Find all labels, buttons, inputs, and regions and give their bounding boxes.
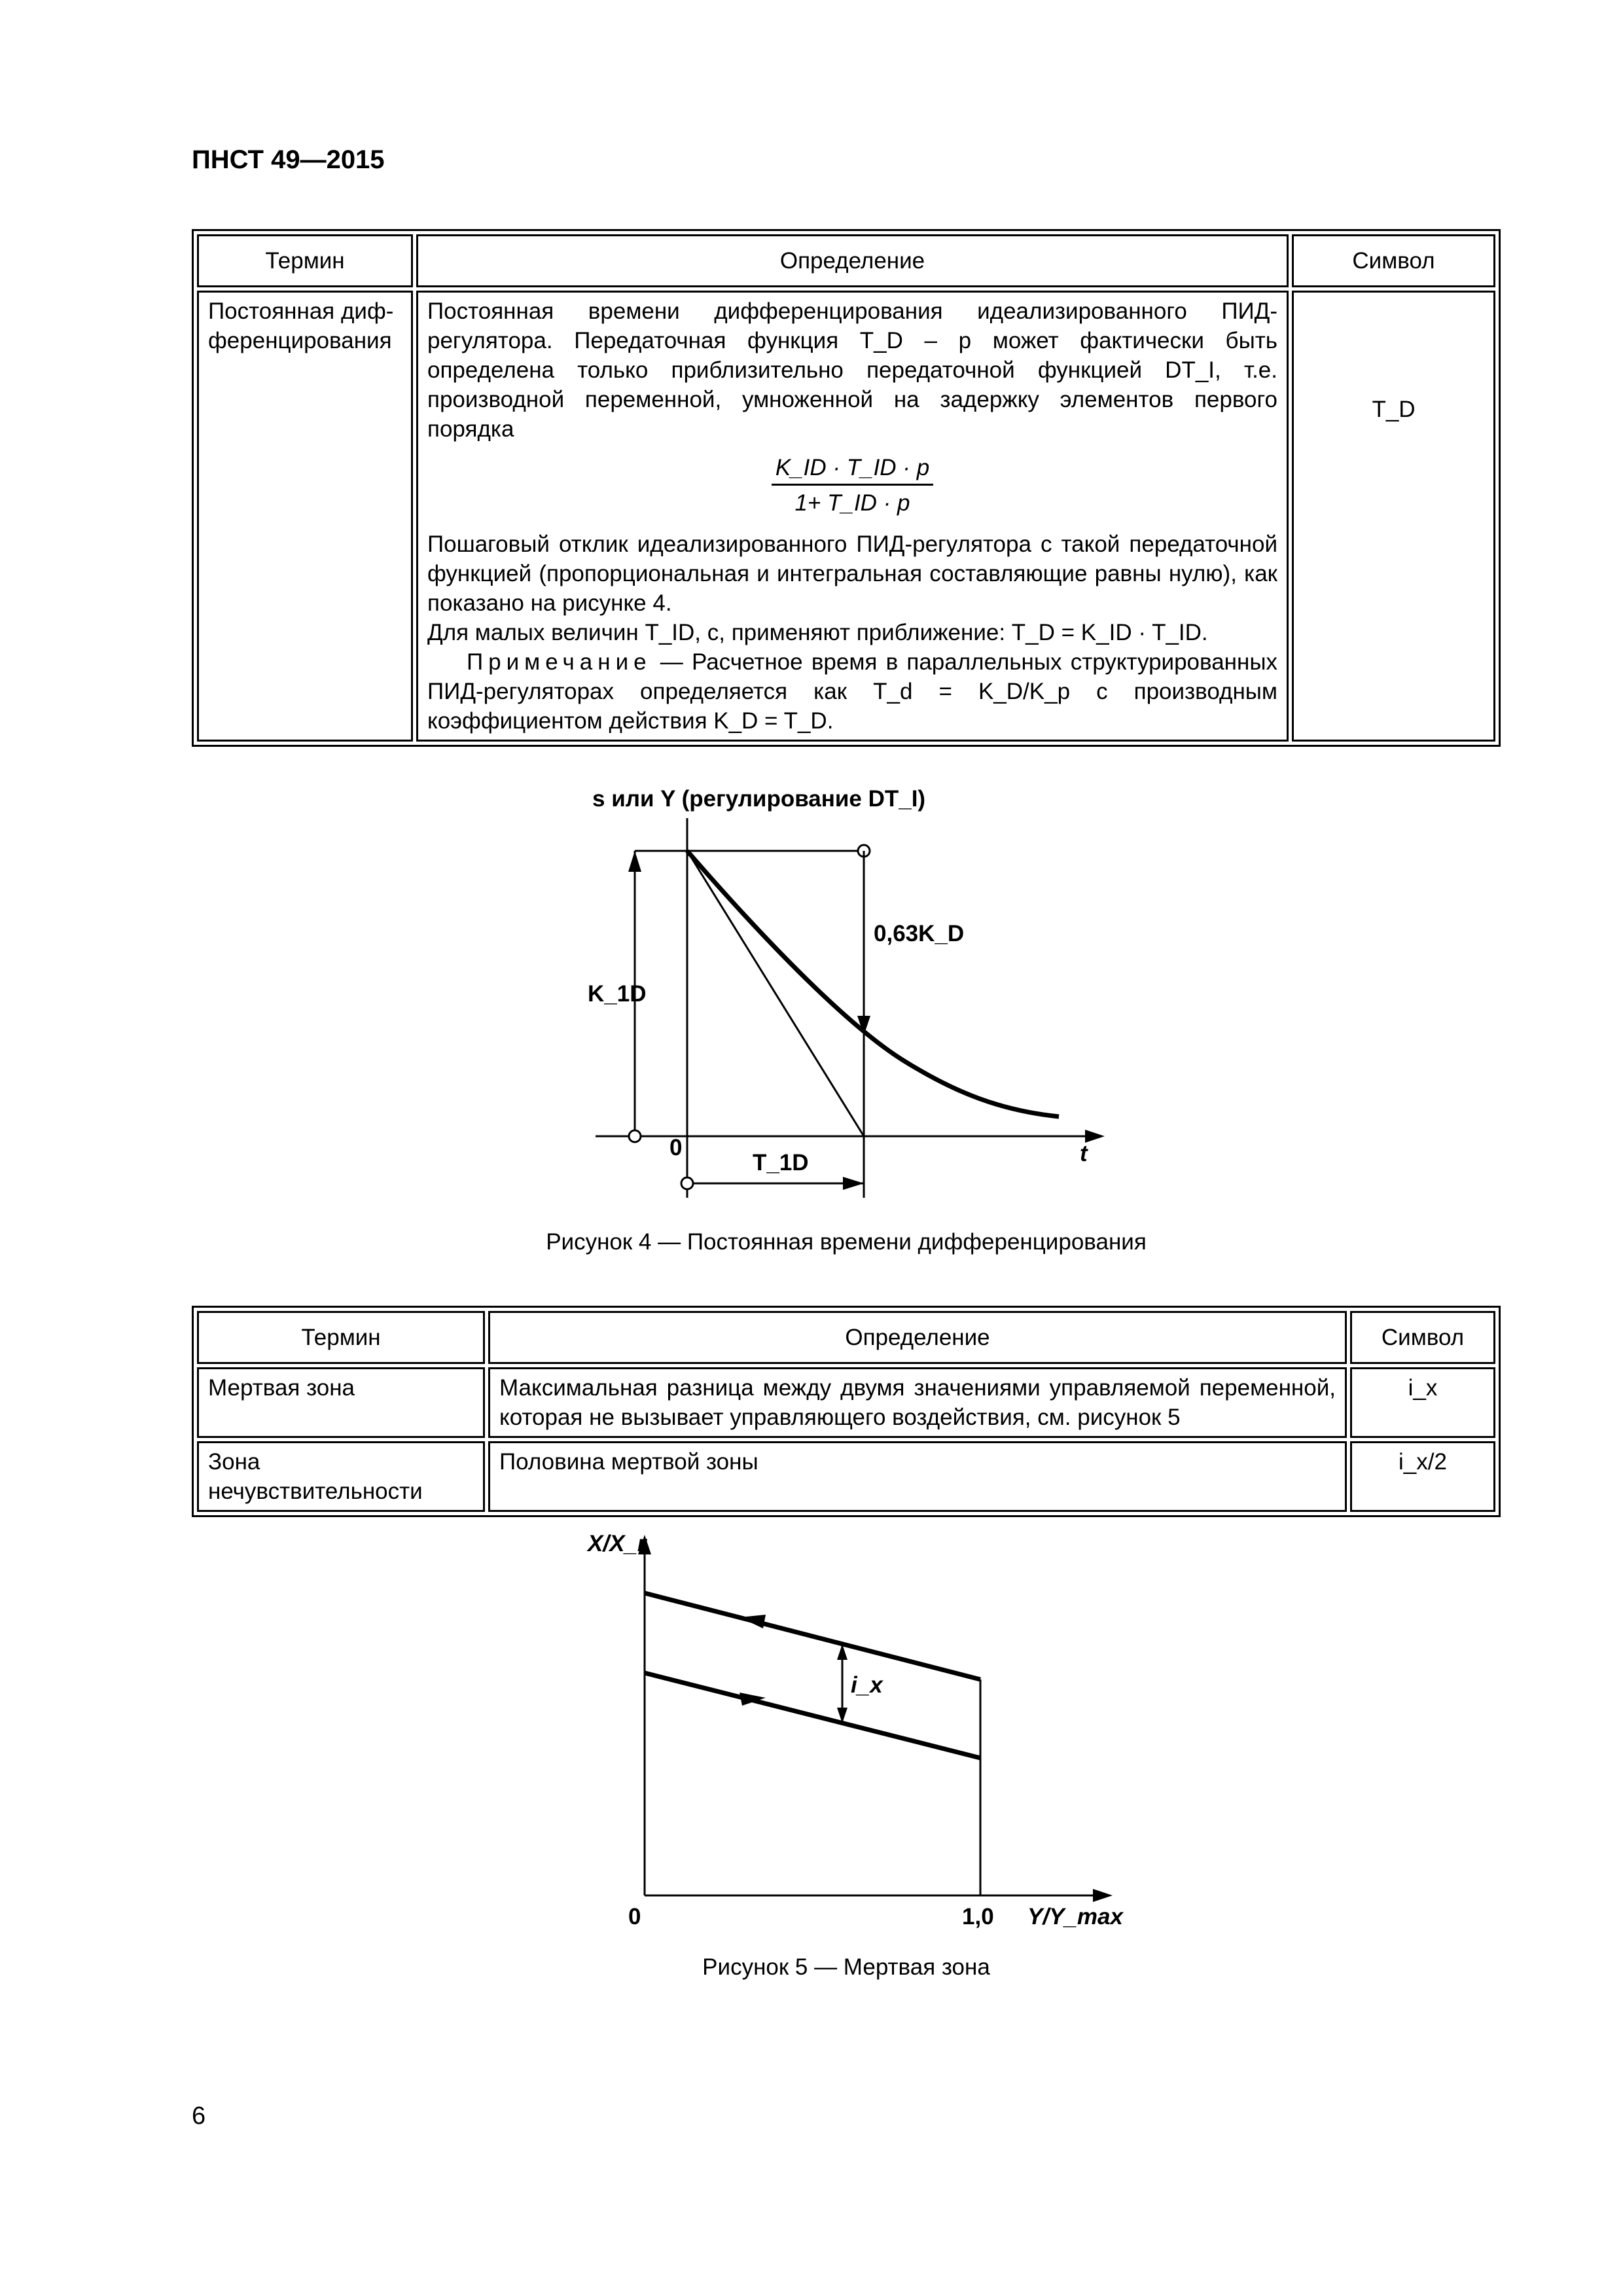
term-cell: Зона нечувствительности <box>197 1441 485 1512</box>
transfer-function-formula <box>427 453 1277 518</box>
figure4-k1d-label: K_1D <box>588 981 647 1007</box>
figure5-ix-label: i_x <box>851 1672 883 1698</box>
terms-table-1 <box>192 229 1501 747</box>
symbol-td: T_D <box>1372 397 1416 422</box>
symbol-cell: i_x <box>1350 1367 1495 1438</box>
definition-paragraph-1: Постоянная времени дифференцирования идеализированного ПИД-регулятора. Передаточная функция T_D – p может фактически быть определена только приблизительно передаточной функцией DT_I, т.е. производной переменной, умноженной на задержку элементов первого порядка <box>427 298 1277 442</box>
document-code: ПНСТ 49—2015 <box>192 145 385 174</box>
figure4-y-axis-label: s или Y (регулирование DT_I) <box>592 786 926 812</box>
note-paragraph <box>427 647 1277 736</box>
figure5-origin-label: 0 <box>628 1904 641 1929</box>
table-row <box>197 291 1495 742</box>
symbol-cell: i_x/2 <box>1350 1441 1495 1512</box>
figure5-upper-line <box>645 1593 980 1679</box>
figure4-t1d-origin-marker <box>681 1177 693 1189</box>
figure4-time-arrowhead <box>1085 1130 1105 1143</box>
figure4-t1d-label: T_1D <box>753 1150 809 1175</box>
header-term: Термин <box>197 234 413 287</box>
figure-5-dead-zone <box>576 1525 1139 1944</box>
note-heading: Примечание <box>467 649 652 675</box>
figure5-y-label: X/X_r <box>588 1531 647 1556</box>
figure5-x-label: Y/Y_max <box>1027 1904 1123 1929</box>
table-header-row <box>197 234 1495 287</box>
definition-cell: Максимальная разница между двумя значениями управляемой переменной, которая не вызывает управляющего воздействия, см. рисунок 5 <box>488 1367 1347 1438</box>
header-definition: Определение <box>488 1311 1347 1364</box>
figure4-tangent-line <box>687 851 864 1136</box>
header-symbol: Символ <box>1292 234 1495 287</box>
formula-numerator: K_ID · T_ID · p <box>772 453 933 486</box>
header-definition: Определение <box>416 234 1289 287</box>
figure-4-step-response <box>576 779 1139 1211</box>
figure5-x-arrowhead <box>1093 1889 1113 1902</box>
definition-paragraph-3: Для малых величин T_ID, с, применяют приближение: T_D = K_ID · T_ID. <box>427 620 1208 645</box>
figure-4-caption: Рисунок 4 — Постоянная времени дифференцирования <box>546 1229 1147 1255</box>
symbol-cell <box>1292 291 1495 742</box>
figure4-063kd-label: 0,63K_D <box>874 921 965 946</box>
header-symbol: Символ <box>1350 1311 1495 1364</box>
table-header-row <box>197 1311 1495 1364</box>
figure4-t-label: t <box>1080 1141 1088 1166</box>
note-text: — Расчетное время в параллельных структурированных ПИД-регуляторах определяется как T_d = K_D/K_p с производным коэффициентом действия K_D = T_D. <box>427 649 1277 734</box>
figure4-t1d-arrowhead <box>843 1177 864 1190</box>
formula-denominator: 1+ T_ID · p <box>794 490 910 516</box>
figure-5-caption: Рисунок 5 — Мертвая зона <box>702 1954 990 1980</box>
definition-cell: Половина мертвой зоны <box>488 1441 1347 1512</box>
term-cell <box>197 291 413 742</box>
terms-table-2 <box>192 1306 1501 1517</box>
page-number: 6 <box>192 2102 206 2130</box>
figure4-origin-label: 0 <box>669 1135 683 1160</box>
figure4-response-curve <box>687 851 1059 1117</box>
table-row <box>197 1367 1495 1438</box>
header-term: Термин <box>197 1311 485 1364</box>
figure5-x-tick-label: 1,0 <box>962 1904 994 1929</box>
figure4-k1d-origin-marker <box>629 1130 641 1142</box>
figure4-k1d-arrowhead <box>628 851 641 872</box>
term-cell: Мертвая зона <box>197 1367 485 1438</box>
table-row <box>197 1441 1495 1512</box>
term-derivative-time-constant: Постоянная диф-ференцирования <box>208 298 394 353</box>
definition-cell <box>416 291 1289 742</box>
definition-paragraph-2: Пошаговый отклик идеализированного ПИД-регулятора с такой передаточной функцией (пропорциональная и интегральная составляющие равны нулю), как показано на рисунке 4. <box>427 531 1277 616</box>
figure5-lower-line <box>645 1673 980 1758</box>
